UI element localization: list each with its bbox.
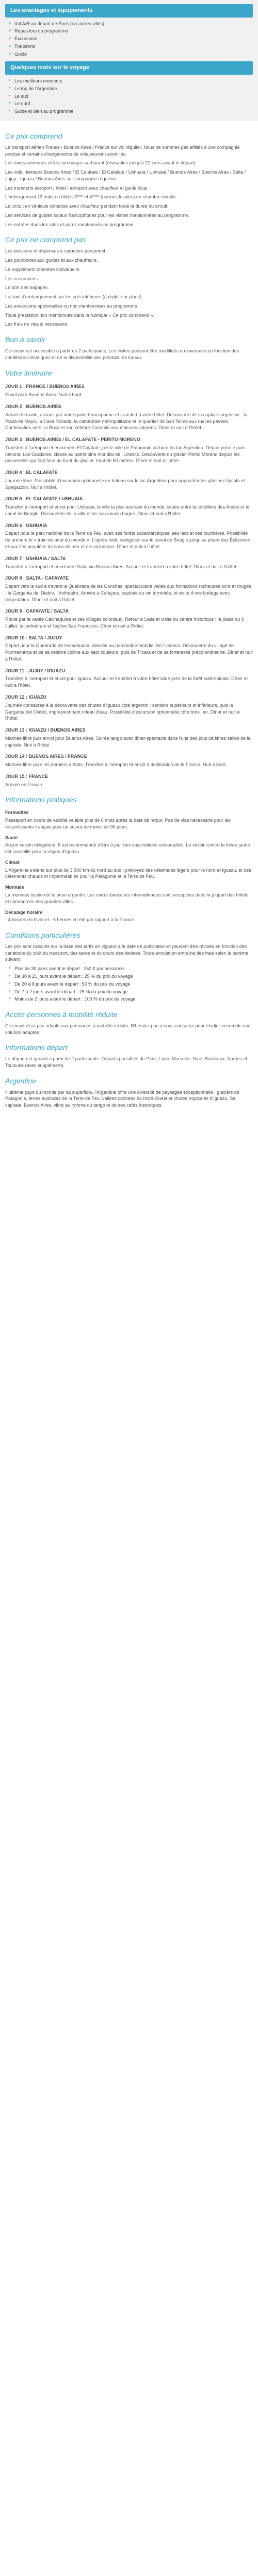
note-text: Ce circuit est accessible à partir de 2 participants. Les visites peuvent être modifiées ou inversées en fonction des conditions climatiques et de la disponibilité des prestataires locaux. — [5, 348, 239, 360]
practical-heading: Santé — [5, 835, 18, 840]
day-title: JOUR 12 : IGUAZU — [5, 694, 47, 700]
mobility-title: Accès personnes à mobilité réduite — [5, 1010, 118, 1019]
day-title: JOUR 6 : USHUAIA — [5, 522, 47, 528]
practical-text: Passeport en cours de validité valable plus de 6 mois après la date de retour. Pas de visa nécessaire pour les ressortissants français pour un séjour de moins de 90 jours. — [5, 818, 231, 829]
advantage-item: ✔ Vol A/R au départ de Paris (ou autres villes) — [8, 21, 253, 27]
excluded-item: Le supplément chambre individuelle. — [5, 266, 81, 272]
mobility-text: Ce circuit n'est pas adapté aux personnes à mobilité réduite. N'hésitez pas à nous contacter pour étudier ensemble une solution adaptée. — [5, 1023, 251, 1035]
notes-body — [5, 348, 253, 361]
practical-text: La monnaie locale est le peso argentin. Les cartes bancaires internationales sont acceptées dans la plupart des hôtels et commerces des grandes villes. — [5, 892, 249, 904]
day-title: JOUR 5 : EL CALAFATE / USHUAIA — [5, 496, 83, 502]
practical-text: - 4 heures en hiver et - 5 heures en été par rapport à la France. — [5, 917, 136, 923]
country-text: Huitième pays du monde par sa superficie, l'Argentine offre une diversité de paysages exceptionnelle : glaciers de Patagonie, terres australes de la Terre de Feu, vallées colorées du Nord-Ouest et chutes tropicales d'Iguazu. Sa capitale, Buenos Aires, vibre au rythme du tango et de ses cafés historiques. — [5, 1089, 239, 1108]
included-item: Le transport aérien France / Buenos Aires / France sur vol régulier. Nous ne sommes pas affiliés à une compagnie précise et certains changements de vols peuvent avoir lieu. — [5, 144, 240, 157]
day-title: JOUR 9 : CAFAYATE / SALTA — [5, 608, 69, 614]
day-text: Transfert à l'aéroport et envol pour Ushuaia, la ville la plus australe du monde, située entre la cordillère des Andes et le canal de Beagle. Découverte de la ville et de son ancien bagne. Dîner et nuit à l'hôtel. — [5, 504, 250, 516]
condition-item: ● De 7 à 2 jours avant le départ : 75 % du prix du voyage — [8, 989, 253, 995]
day-title: JOUR 10 : SALTA / JUJUY — [5, 635, 62, 640]
advantages-list — [5, 21, 253, 58]
excluded-item: Les boissons et dépenses à caractère personnel. — [5, 248, 107, 254]
day-title: JOUR 14 : BUENOS AIRES / FRANCE — [5, 754, 87, 759]
circuit-body — [5, 144, 253, 228]
itinerary-body — [5, 383, 253, 788]
day-text: Matinée libre pour les derniers achats. Transfert à l'aéroport et envol à destination de la France. Nuit à bord. — [5, 762, 227, 768]
itinerary-title: Votre itinéraire — [5, 368, 52, 377]
advantage-item: ✔ Repas lors du programme — [8, 28, 253, 35]
day-text: Journée libre. Possibilité d'excursion optionnelle en bateau sur le lac Argentino pour approcher les glaciers Upsala et Spegazzini. Nuit à l'hôtel. — [5, 478, 245, 490]
day-title: JOUR 3 : BUENOS AIRES / EL CALAFATE - PERITO MORENO — [5, 437, 140, 443]
day-title: JOUR 13 : IGUAZU / BUENOS AIRES — [5, 727, 86, 733]
notes-title: Bon à savoir — [5, 335, 45, 344]
practical-heading: Décalage horaire — [5, 909, 43, 915]
excluded-item: Toute prestation non mentionnée dans la rubrique « Ce prix comprend ». — [5, 312, 155, 318]
plus-item: ● Les meilleurs moments — [8, 78, 253, 84]
practical-heading: Monnaie — [5, 885, 24, 890]
excluded-item: Les assurances. — [5, 276, 39, 281]
day-text: Journée consacrée à la découverte des chutes d'Iguazu côté argentin : sentiers supérieurs et inférieurs, puis la Garganta del Diablo, impressionnant rideau d'eau. Possibilité d'excursion optionnelle côté brésilien. Dîner et nuit à l'hôtel. — [5, 702, 240, 721]
practical-body — [5, 809, 253, 923]
included-item: Les transferts aéroport / hôtel / aéroport avec chauffeur et guide local. — [5, 185, 149, 191]
practical-heading: Climat — [5, 859, 20, 865]
circuit-title: Ce prix comprend — [5, 131, 62, 140]
plus-item: ● Guide et bien au programme — [8, 108, 253, 115]
plus-item: ● Le top de l'Argentine — [8, 86, 253, 92]
practical-text: L'Argentine s'étend sur plus de 3 500 km du nord au sud : prévoyez des vêtements légers pour le nord et Iguazu, et des vêtements chauds et imperméables pour la Patagonie et la Terre de Feu. — [5, 867, 251, 879]
day-title: JOUR 7 : USHUAIA / SALTA — [5, 555, 66, 561]
plus-list — [5, 78, 253, 115]
excluded-item: Les pourboires aux guides et aux chauffeurs. — [5, 258, 98, 263]
excluded-item: Les frais de visa si nécessaire. — [5, 321, 69, 327]
country-title: Argentine — [5, 1076, 36, 1085]
notincluded-body — [5, 248, 253, 328]
advantage-item: ✔ Guide — [8, 51, 253, 58]
day-text: Transfert à l'aéroport et envol vers Salta via Buenos Aires. Accueil et transfert à votre hôtel. Dîner et nuit à l'hôtel. — [5, 564, 237, 569]
included-item: Les services de guides locaux francophones pour les visites mentionnées au programme. — [5, 212, 189, 218]
extra-text: Le départ est garanti à partir de 2 participants. Départs possibles de Paris, Lyon, Marseille, Nice, Bordeaux, Nantes et Toulouse (avec supplément). — [5, 1056, 247, 1069]
condition-item: ● Moins de 2 jours avant le départ : 100 % du prix du voyage — [8, 996, 253, 1003]
condition-item: ● De 20 à 8 jours avant le départ : 50 % du prix du voyage — [8, 981, 253, 988]
conditions-text: Les prix sont calculés sur la base des tarifs en vigueur à la date de publication et peuvent être révisés en fonction des variations du coût du transport, des taxes et du cours des devises. Toute annulation entraîne des frais selon le barème suivant : — [5, 943, 249, 962]
page — [0, 0, 258, 1122]
excluded-item: Les excursions optionnelles ou non mentionnées au programme. — [5, 303, 139, 309]
notincluded-title: Ce prix ne comprend pas — [5, 235, 86, 244]
day-text: Départ pour le parc national de la Terre de Feu, avec ses forêts subantarctiques, ses lacs et ses tourbières. Possibilité de prendre le « train du bout du monde ». L'après-midi, navigation sur le canal de Beagle jusqu'au phare des Éclaireurs et aux îles peuplées de lions de mer et de cormorans. Dîner et nuit à l'hôtel. — [5, 531, 251, 549]
day-title: JOUR 2 : BUENOS AIRES — [5, 403, 61, 409]
day-text: Envol pour Buenos Aires. Nuit à bord. — [5, 392, 83, 398]
day-text: Départ pour la Quebrada de Humahuaca, classée au patrimoine mondial de l'Unesco. Découverte du village de Purmamarca et de sa célèbre colline aux sept couleurs, puis de Tilcara et de sa forteresse précolombienne. Dîner et nuit à l'hôtel. — [5, 643, 253, 662]
included-item: Le circuit en véhicule climatisé avec chauffeur pendant toute la durée du circuit. — [5, 204, 169, 209]
day-text: Arrivée le matin, accueil par votre guide francophone et transfert à votre hôtel. Découverte de la capitale argentine : la Plaza de Mayo, la Casa Rosada, la cathédrale métropolitaine et le quartier de San Telmo aux ruelles pavées. Continuation vers La Boca et son célèbre Caminito aux maisons colorées. Dîner et nuit à l'hôtel. — [5, 412, 248, 431]
practical-text: Aucun vaccin obligatoire. Il est recommandé d'être à jour des vaccinations universelles. Le vaccin contre la fièvre jaune est conseillé pour la région d'Iguazu. — [5, 842, 250, 855]
included-item: L'hébergement 13 nuits en hôtels 3*** et 4**** (normes locales) en chambre double. — [5, 194, 178, 200]
day-title: JOUR 8 : SALTA - CAFAYATE — [5, 575, 69, 581]
excluded-item: Le port des bagages. — [5, 285, 49, 291]
day-text: Transfert à l'aéroport et envol vers El Calafate, petite ville de Patagonie au bord du lac Argentino. Départ pour le parc national Los Glaciares, classé au patrimoine mondial de l'Unesco. Découverte du glacier Perito Moreno depuis les passerelles qui font face au front du glacier, haut de 60 mètres. Dîner et nuit à l'hôtel. — [5, 445, 246, 464]
day-text: Départ vers le sud à travers la Quebrada de las Conchas, spectaculaire vallée aux formations rocheuses ocre et rouges : la Garganta del Diablo, l'Anfiteatro. Arrivée à Cafayate, capitale du vin torrontés, et visite d'une bodega avec dégustation. Dîner et nuit à l'hôtel. — [5, 584, 251, 602]
main-content — [0, 121, 258, 1122]
included-item: Les taxes aériennes et les surcharges carburant (révisables jusqu'à 21 jours avant le départ). — [5, 160, 197, 166]
included-item: Les vols intérieurs Buenos Aires / El Calafate / El Calafate / Ushuaia / Ushuaia / Buenos Aires / Buenos Aires / Salta / Jujuy - Iguazu / Buenos Aires sur compagnie régulière. — [5, 170, 246, 181]
day-title: JOUR 11 : JUJUY / IGUAZU — [5, 668, 65, 673]
included-item: Les entrées dans les sites et parcs mentionnés au programme. — [5, 222, 135, 227]
advantage-item: ✔ Transferts — [8, 43, 253, 50]
practical-title: Informations pratiques — [5, 795, 77, 804]
extra-title: Informations départ — [5, 1043, 68, 1052]
condition-item: ● Plus de 30 jours avant le départ : 150 € par personne — [8, 965, 253, 972]
day-title: JOUR 4 : EL CALAFATE — [5, 470, 58, 476]
excluded-item: La taxe d'embarquement sur les vols intérieurs (à régler sur place). — [5, 294, 143, 300]
conditions-title: Conditions particulières — [5, 931, 80, 940]
condition-item: ● De 30 à 21 jours avant le départ : 25 % du prix du voyage — [8, 973, 253, 980]
day-text: Transfert à l'aéroport et envol pour Iguazu. Accueil et transfert à votre hôtel situé près de la forêt subtropicale. Dîner et nuit à l'hôtel. — [5, 676, 248, 688]
day-text: Matinée libre puis envol pour Buenos Aires. Soirée tango avec dîner-spectacle dans l'une des plus célèbres salles de la capitale. Nuit à l'hôtel. — [5, 735, 251, 748]
day-title: JOUR 1 : FRANCE / BUENOS AIRES — [5, 384, 85, 389]
advantages-title: Les avantages et équipements — [5, 4, 253, 18]
summary-box — [0, 0, 258, 121]
practical-heading: Formalités — [5, 810, 29, 816]
day-text: Arrivée en France. — [5, 782, 44, 787]
day-title: JOUR 15 : FRANCE — [5, 773, 49, 779]
advantage-item: ✔ Excursions — [8, 36, 253, 42]
day-text: Route par la vallée Calchaquíes et ses villages coloniaux. Retour à Salta et visite du centre historique : la place du 9 Juillet, la cathédrale et l'église San Francisco. Dîner et nuit à l'hôtel. — [5, 617, 244, 629]
plus-title: Quelques mots sur le voyage — [5, 61, 253, 75]
conditions-list — [5, 965, 253, 1003]
plus-item: ● Le nord — [8, 100, 253, 107]
plus-item: ● Le sud — [8, 93, 253, 100]
